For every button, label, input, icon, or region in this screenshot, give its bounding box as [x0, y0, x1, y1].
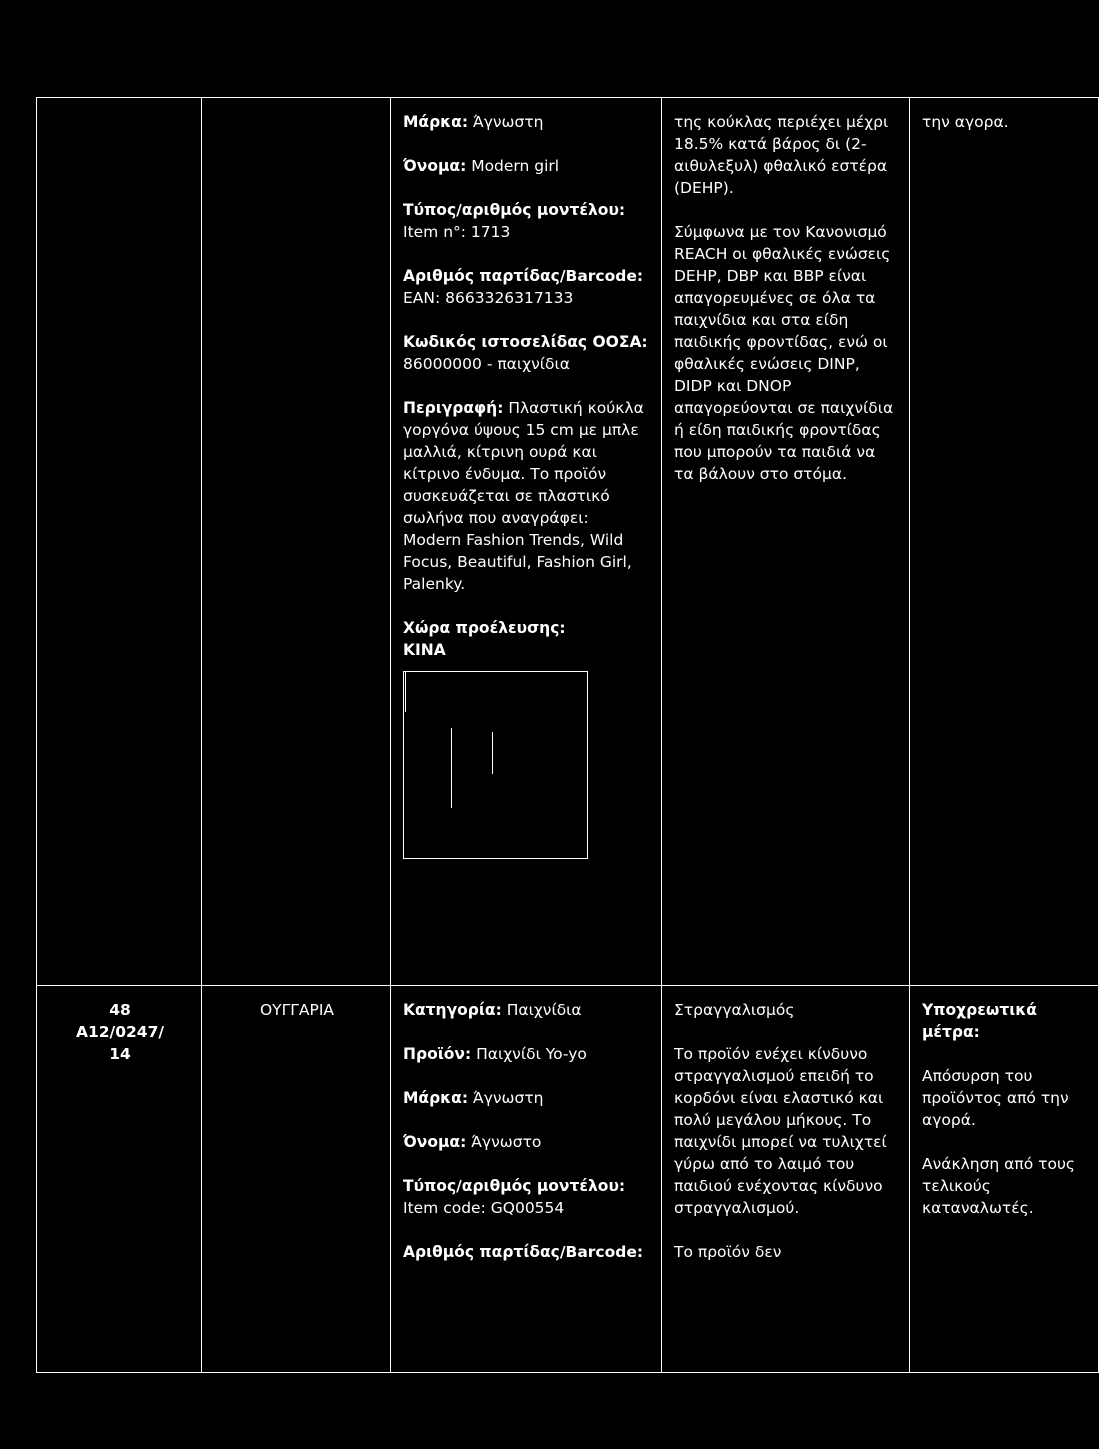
measures-cell	[910, 986, 1099, 1373]
measures-paragraph: την αγορα.	[922, 113, 1009, 131]
country-cell	[202, 986, 391, 1373]
product-cell	[391, 98, 662, 986]
risk-cell	[662, 986, 910, 1373]
description: Περιγραφή: Πλαστική κούκλα γοργόνα ύψους 15 cm με μπλε μαλλιά, κίτρινη ουρά και κίτρινο ένδυμα. Το προϊόν συσκευάζεται σε πλαστικό σωλήνα που αναγράφει: Modern Fashion Trends, Wild Focus, Beautiful, Fashion Girl, Palenky.	[403, 399, 644, 593]
model-line: Τύπος/αριθμός μοντέλου: Item code: GQ00554	[403, 1177, 626, 1217]
name-line: Όνομα: Άγνωστο	[403, 1133, 542, 1151]
batch-line: Αριθμός παρτίδας/Barcode:	[403, 1243, 644, 1261]
risk-paragraph: Το προϊόν δεν	[674, 1243, 782, 1261]
product-cell	[391, 986, 662, 1373]
origin-line: Χώρα προέλευσης: ΚΙΝΑ	[403, 619, 566, 659]
code-line: Κωδικός ιστοσελίδας ΟΟΣΑ: 86000000 - παιχνίδια	[403, 333, 648, 373]
id-cell	[37, 986, 202, 1373]
name-line: Όνομα: Modern girl	[403, 157, 560, 175]
risk-paragraph: της κούκλας περιέχει μέχρι 18.5% κατά βάρος δι (2-αιθυλεξυλ) φθαλικό εστέρα (DEHP).	[674, 113, 889, 197]
brand-line: Μάρκα: Άγνωστη	[403, 113, 544, 131]
table-row	[37, 98, 1099, 986]
notification-code: A12/0247/	[75, 1023, 165, 1041]
country-cell	[202, 98, 391, 986]
product-line: Προϊόν: Παιχνίδι Yo-yo	[403, 1045, 587, 1063]
risk-title: Στραγγαλισμός	[674, 1001, 795, 1019]
measures-title: Υποχρεωτικά μέτρα:	[922, 1001, 1037, 1041]
batch-line: Αριθμός παρτίδας/Barcode: EAN: 8663326317133	[403, 267, 644, 307]
notification-code-suffix: 14	[109, 1045, 131, 1063]
risk-cell	[662, 98, 910, 986]
risk-paragraph: Σύμφωνα με τον Κανονισμό REACH οι φθαλικές ενώσεις DEHP, DBP και BBP είναι απαγορευμένες σε όλα τα παιχνίδια και στα είδη παιδικής φροντίδας, ενώ οι φθαλικές ενώσεις DINP, DIDP και DNOP απαγορεύονται σε παιχνίδια ή είδη παιδικής φροντίδας που μπορούν τα παιδιά να τα βάλουν στο στόμα.	[674, 223, 894, 483]
notifications-table	[36, 97, 1099, 1373]
id-cell	[37, 98, 202, 986]
model-line: Τύπος/αριθμός μοντέλου: Item n°: 1713	[403, 201, 626, 241]
measures-paragraph: Απόσυρση του προϊόντος από την αγορά.	[922, 1067, 1069, 1129]
brand-line: Μάρκα: Άγνωστη	[403, 1089, 544, 1107]
country-name: ΟΥΓΓΑΡΙΑ	[259, 1001, 335, 1019]
table-row	[37, 986, 1099, 1373]
product-image	[403, 671, 588, 859]
measures-paragraph: Ανάκληση από τους τελικούς καταναλωτές.	[922, 1155, 1076, 1217]
category-line: Κατηγορία: Παιχνίδια	[403, 1001, 582, 1019]
notification-number: 48	[109, 1001, 131, 1019]
risk-paragraph: Το προϊόν ενέχει κίνδυνο στραγγαλισμού επειδή το κορδόνι είναι ελαστικό και πολύ μεγάλου μήκους. Το παιχνίδι μπορεί να τυλιχτεί γύρω από το λαιμό του παιδιού ενέχοντας κίνδυνο στραγγαλισμού.	[674, 1045, 887, 1217]
measures-cell	[910, 98, 1099, 986]
